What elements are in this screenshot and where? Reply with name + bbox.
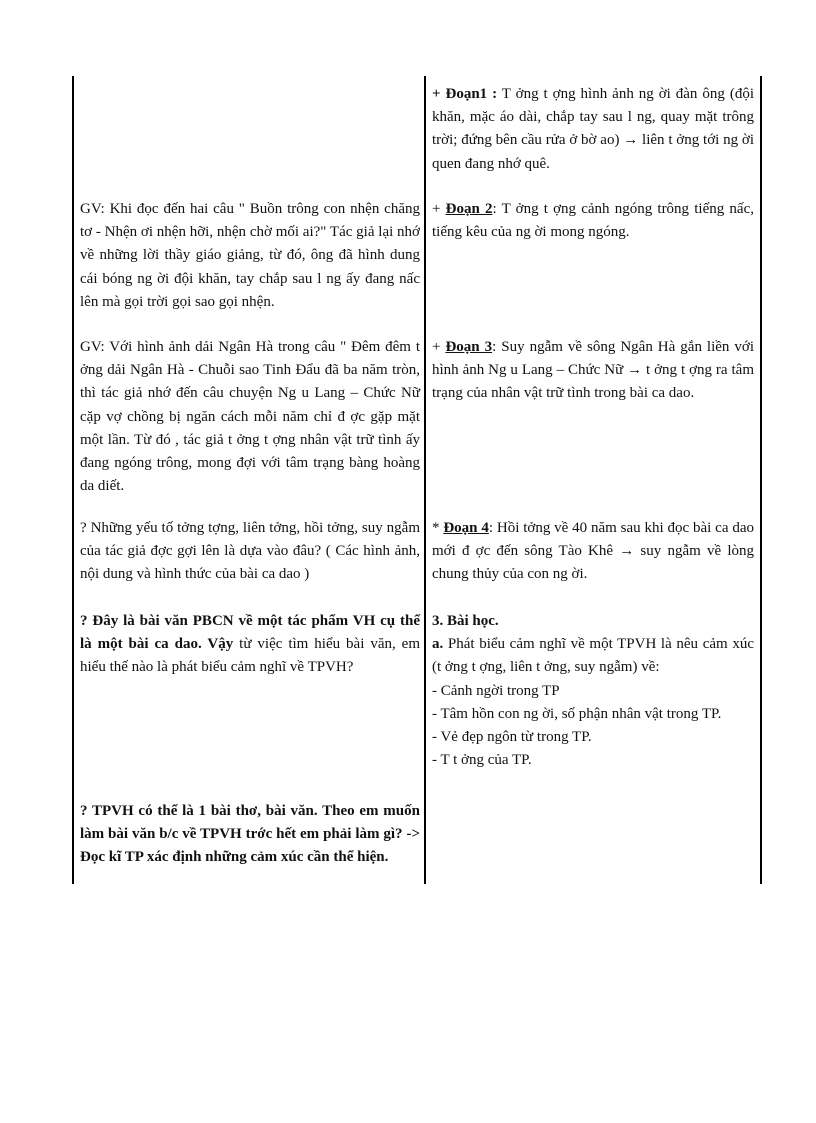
- lesson-section: [432, 610, 754, 772]
- lesson-bullet-thought: - T t ởng của TP.: [432, 752, 532, 769]
- question-definition-text: từ việc tìm hiểu bài văn, em hiểu thế nào là phát biểu cảm nghĩ về TPVH?: [80, 636, 421, 676]
- question-definition: [80, 610, 420, 680]
- segment-2-text: : T ởng t ợng cảnh ngóng trông tiếng nấc, tiếng kêu của ng ời mong ngóng.: [432, 201, 754, 241]
- lesson-heading: 3. Bài học.: [432, 613, 499, 629]
- segment-1-text: T ởng t ợng hình ảnh ng ời đàn ông (đội khăn, mặc áo dài, chắp tay sau l ng, quay mặt trông trời; đứng bên cầu rửa ở bờ ao) → liên t ởng tới ng ời quen đang nhớ quê.: [432, 86, 754, 172]
- teacher-note-milky-way: GV: Với hình ảnh dải Ngân Hà trong câu " Đêm đêm t ởng dải Ngân Hà - Chuỗi sao Tinh Đẩu đã ba năm tròn, thì tác giả nhớ đến câu chuyện Ng u Lang – Chức Nữ cặp vợ chồng bị ngăn cách mỗi năm chỉ đ ợc gặp mặt một lần. Từ đó , tác giả t ởng t ợng nhân vật trữ tình ấy đang ngóng trông, mong đợi với tâm trạng bàng hoàng da diết.: [80, 339, 420, 495]
- lesson-a-label: a.: [432, 636, 444, 653]
- question-imagination-basis: ? Những yếu tố tởng tợng, liên tởng, hồi tởng, suy ngẫm của tác giả đợc gợi lên là dựa vào đâu? ( Các hình ảnh, nội dung và hình thức của bài ca dao ): [80, 520, 420, 583]
- lesson-bullet-language: - Vẻ đẹp ngôn từ trong TP.: [432, 729, 592, 746]
- table-right-border: [760, 76, 762, 884]
- question-how-to-write: ? TPVH có thể là 1 bài thơ, bài văn. Theo em muốn làm bài văn b/c về TPVH trớc hết em phải làm gì? -> Đọc kĩ TP xác định những cảm xúc cần thể hiện.: [80, 803, 420, 866]
- segment-2-label: Đoạn 2: [445, 201, 493, 217]
- table-left-border: [72, 76, 74, 884]
- segment-4-label: Đoạn 4: [443, 520, 489, 536]
- lesson-a: [432, 633, 754, 679]
- teacher-note-spider: GV: Khi đọc đến hai câu " Buồn trông con nhện chăng tơ - Nhện ơi nhện hỡi, nhện chờ mối ai?" Tác giả lại nhớ về những lời thầy giáo giảng, từ đó, ông đã hình dung cái bóng ng ời đội khăn, tay chắp sau l ng ấy đang nấc lên mà gọi trời gọi sao gọi nhện.: [80, 201, 420, 310]
- segment-3-analysis: + Đoạn 3: Suy ngẫm về sông Ngân Hà gắn liền với hình ảnh Ng u Lang – Chức Nữ → t ởng t ợng ra tâm trạng của nhân vật trữ tình trong bài ca dao.: [432, 339, 754, 402]
- segment-3-label: Đoạn 3: [445, 339, 493, 355]
- segment-1-analysis: [432, 83, 754, 176]
- lesson-bullet-soul: - Tâm hồn con ng ời, số phận nhân vật trong TP.: [432, 705, 722, 722]
- lesson-a-text: Phát biểu cảm nghĩ về một TPVH là nêu cảm xúc (t ởng t ợng, liên t ởng, suy ngẫm) về:: [432, 636, 754, 676]
- segment-2-analysis: + Đoạn 2: T ởng t ợng cảnh ngóng trông tiếng nấc, tiếng kêu của ng ời mong ngóng.: [432, 201, 754, 241]
- table-middle-border: [424, 76, 426, 884]
- segment-4-analysis: * Đoạn 4: Hồi tởng về 40 năm sau khi đọc bài ca dao mới đ ợc đến sông Tào Khê → suy ngẫm về lòng chung thủy của con ng ời.: [432, 520, 754, 583]
- lesson-bullet-scene: - Cảnh ngời trong TP: [432, 682, 560, 699]
- segment-1-label: + Đoạn1 :: [432, 86, 498, 102]
- segment-4-text: : Hồi tởng về 40 năm sau khi đọc bài ca dao mới đ ợc đến sông Tào Khê → suy ngẫm về lòng chung thủy của con ng ời.: [432, 520, 754, 583]
- segment-3-text: : Suy ngẫm về sông Ngân Hà gắn liền với hình ảnh Ng u Lang – Chức Nữ → t ởng t ợng ra tâm trạng của nhân vật trữ tình trong bài ca dao.: [432, 339, 754, 402]
- question-definition-bold: ? Đây là bài văn PBCN về một tác phẩm VH cụ thể là một bài ca dao. Vậy: [80, 613, 420, 653]
